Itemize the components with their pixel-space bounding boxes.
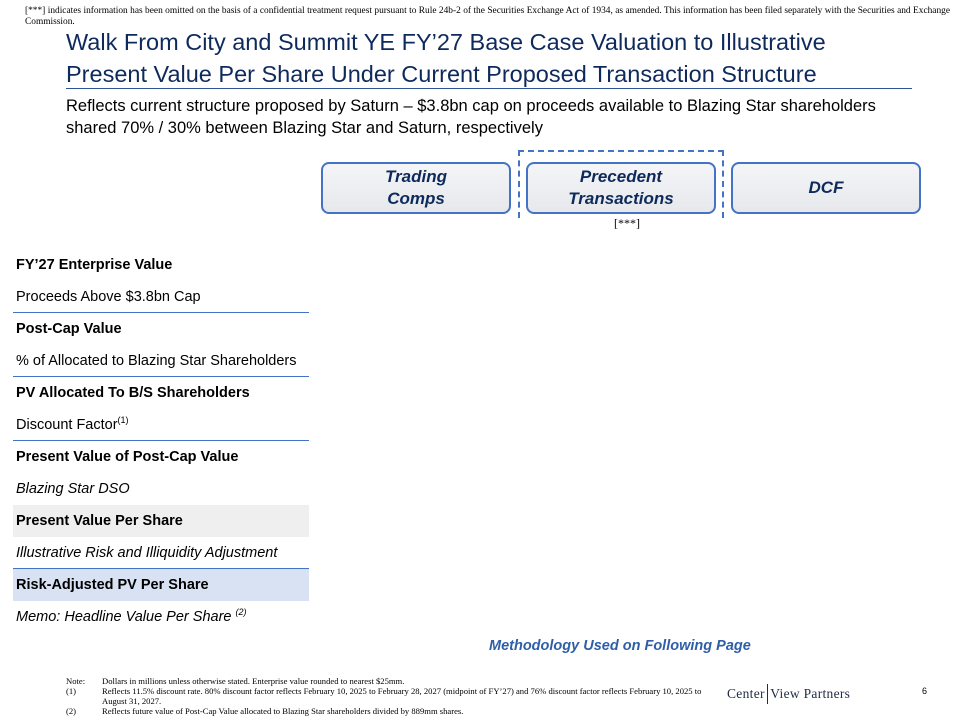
footnote-text: Dollars in millions unless otherwise stated. Enterprise value rounded to nearest $25mm.: [102, 676, 405, 686]
row-fy27-enterprise-value: [13, 249, 309, 281]
footnote-text: Reflects 11.5% discount rate. 80% discount factor reflects February 10, 2025 to February 28, 2027 (midpoint of FY’27) and 76% discount factor reflects February 10, 2025 to August 31, 2027.: [102, 686, 702, 706]
row-present-value-post-cap: [13, 441, 309, 473]
logo-text-left: Center: [727, 686, 765, 701]
methodology-following-page-link[interactable]: Methodology Used on Following Page: [489, 638, 751, 654]
methodology-label-line: Transactions: [568, 189, 674, 208]
page-title-line-2: Present Value Per Share Under Current Proposed Transaction Structure: [66, 61, 817, 87]
row-label: Blazing Star DSO: [16, 481, 130, 497]
subtitle-line-2: shared 70% / 30% between Blazing Star and Saturn, respectively: [66, 119, 543, 137]
row-label: FY’27 Enterprise Value: [16, 257, 173, 273]
footnote-key: Note:: [66, 676, 86, 686]
row-label: Memo: Headline Value Per Share: [16, 609, 236, 625]
row-risk-adjustment: [13, 537, 309, 569]
precedent-redaction-note: [***]: [614, 216, 640, 230]
row-label: Post-Cap Value: [16, 321, 122, 337]
row-label: Present Value Per Share: [16, 513, 183, 529]
row-risk-adjusted-pv: [13, 569, 309, 601]
footnote: [66, 686, 726, 706]
row-label: Illustrative Risk and Illiquidity Adjustment: [16, 545, 278, 561]
row-blazing-star-dso: [13, 473, 309, 505]
methodology-dcf: [731, 162, 921, 214]
footnote-key: (1): [66, 686, 77, 696]
methodology-label-line: DCF: [808, 178, 844, 197]
confidentiality-disclaimer: [***] indicates information has been omitted on the basis of a confidential treatment request pursuant to Rule 24b-2 of the Securities Exchange Act of 1934, as amended. This information has been filed separately with the Securities and Exchange Commission.: [25, 6, 950, 27]
footnote: [66, 706, 726, 716]
centerview-logo: [727, 684, 850, 704]
footnote-marker: (2): [235, 607, 247, 618]
page-title-line-1: Walk From City and Summit YE FY’27 Base Case Valuation to Illustrative: [66, 29, 826, 55]
footnotes: [66, 676, 726, 716]
logo-divider: [767, 684, 769, 704]
footnote: [66, 676, 726, 686]
row-proceeds-above-cap: [13, 281, 309, 313]
row-label: Present Value of Post-Cap Value: [16, 449, 239, 465]
row-label: Proceeds Above $3.8bn Cap: [16, 289, 201, 305]
row-post-cap-value: [13, 313, 309, 345]
methodology-label-line: Comps: [387, 189, 445, 208]
title-divider: [66, 88, 912, 89]
subtitle-line-1: Reflects current structure proposed by Saturn – $3.8bn cap on proceeds available to Blazing Star shareholders: [66, 97, 876, 115]
footnote-key: (2): [66, 706, 77, 716]
row-label: % of Allocated to Blazing Star Shareholders: [16, 353, 297, 369]
page-number: 6: [922, 686, 928, 696]
row-present-value-per-share: [13, 505, 309, 537]
row-label: PV Allocated To B/S Shareholders: [16, 385, 250, 401]
page-subtitle: [66, 95, 926, 139]
row-label: Risk-Adjusted PV Per Share: [16, 577, 209, 593]
row-pct-allocated: [13, 345, 309, 377]
footnote-marker: (1): [117, 415, 129, 426]
row-label: Discount Factor: [16, 417, 118, 433]
methodology-label-line: Trading: [384, 167, 448, 186]
methodology-precedent-transactions: [526, 162, 716, 214]
footnote-text: Reflects future value of Post-Cap Value allocated to Blazing Star shareholders divided by 889mm shares.: [102, 706, 464, 716]
valuation-walk-rows: [13, 249, 309, 633]
methodology-trading-comps: [321, 162, 511, 214]
row-memo-headline-value: [13, 601, 309, 633]
row-discount-factor: [13, 409, 309, 441]
methodology-label-line: Precedent: [579, 167, 663, 186]
row-pv-allocated: [13, 377, 309, 409]
page-title: [66, 26, 886, 90]
logo-text-right: View Partners: [770, 686, 851, 701]
